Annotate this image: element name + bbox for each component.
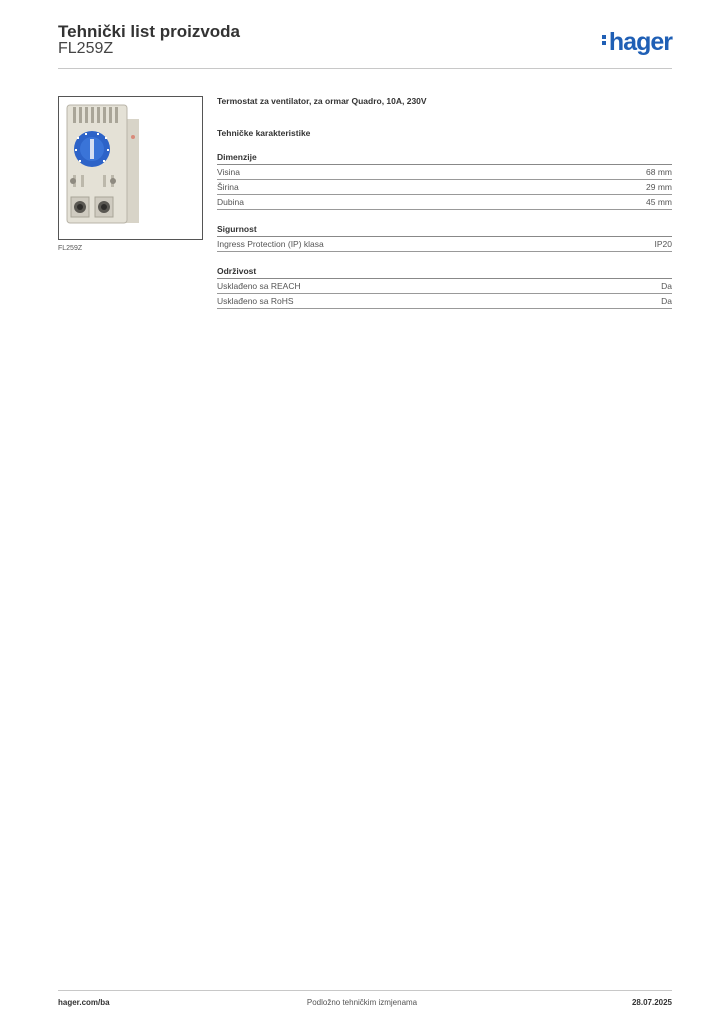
spec-row <box>217 180 672 195</box>
logo-dots-icon <box>602 33 607 47</box>
spec-content <box>217 96 672 309</box>
spec-label: Usklađeno sa REACH <box>217 281 301 291</box>
page-title: Tehnički list proizvoda <box>58 22 240 41</box>
spec-row <box>217 165 672 180</box>
spec-value: IP20 <box>654 239 672 249</box>
hager-logo <box>602 28 672 57</box>
spec-group-dimensions <box>217 152 672 210</box>
header-divider <box>58 68 672 69</box>
spec-row <box>217 279 672 294</box>
product-code: FL259Z <box>58 40 114 57</box>
spec-value: 29 mm <box>646 182 672 192</box>
spec-label: Visina <box>217 167 240 177</box>
spec-label: Usklađeno sa RoHS <box>217 296 294 306</box>
spec-label: Dubina <box>217 197 244 207</box>
spec-label: Širina <box>217 182 239 192</box>
group-title: Sigurnost <box>217 224 672 237</box>
thermostat-illustration <box>59 97 202 239</box>
spec-value: 68 mm <box>646 167 672 177</box>
product-image <box>58 96 203 240</box>
image-caption: FL259Z <box>58 245 83 252</box>
footer-divider <box>58 990 672 991</box>
logo-text: hager <box>608 28 672 56</box>
section-heading: Tehničke karakteristike <box>217 128 311 138</box>
group-title: Održivost <box>217 266 672 279</box>
spec-row <box>217 237 672 252</box>
group-title: Dimenzije <box>217 152 672 165</box>
spec-row <box>217 195 672 210</box>
footer-website-link[interactable]: hager.com/ba <box>58 998 110 1007</box>
spec-value: 45 mm <box>646 197 672 207</box>
footer-date: 28.07.2025 <box>631 998 672 1007</box>
spec-label: Ingress Protection (IP) klasa <box>217 239 324 249</box>
spec-group-safety <box>217 224 672 252</box>
spec-row <box>217 294 672 309</box>
footer-note: Podložno tehničkim izmjenama <box>306 998 418 1007</box>
product-title: Termostat za ventilator, za ormar Quadro, 10A, 230V <box>217 96 427 106</box>
spec-value: Da <box>661 296 672 306</box>
spec-value: Da <box>661 281 672 291</box>
spec-group-sustainability <box>217 266 672 309</box>
